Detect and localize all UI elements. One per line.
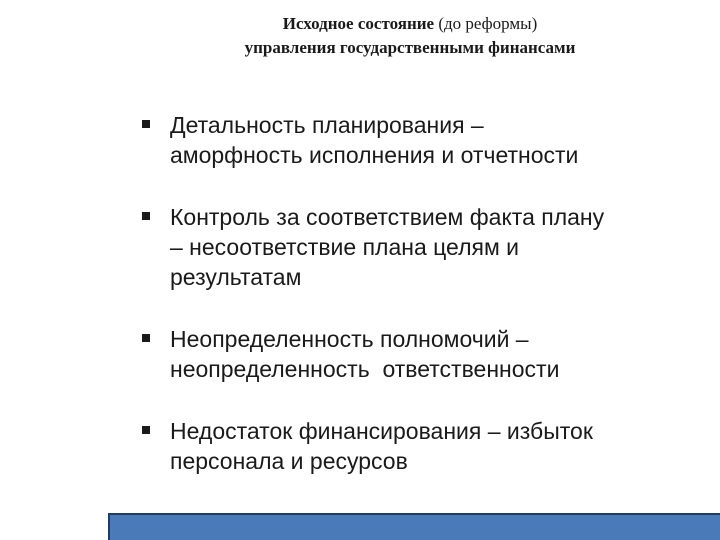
square-bullet-icon <box>142 212 150 220</box>
bullet-1-line-2: аморфность исполнения и отчетности <box>170 142 579 168</box>
title-bold-part: Исходное состояние <box>282 14 435 33</box>
bullet-2-line-1: Контроль за соответствием факта плану <box>170 204 605 230</box>
bullet-2-line-3: результатам <box>170 264 302 290</box>
bullet-3-line-1: Неопределенность полномочий – <box>170 326 529 352</box>
bullet-4-line-2: персонала и ресурсов <box>170 448 408 474</box>
title-line-2: управления государственными финансами <box>244 38 576 57</box>
bullet-4-line-1: Недостаток финансирования – избыток <box>170 418 593 444</box>
bullet-3-line-2: неопределенность ответственности <box>170 356 560 382</box>
slide-title <box>150 12 670 60</box>
footer-bar <box>108 513 720 540</box>
bullet-2-line-2: – несоответствие плана целям и <box>170 234 520 260</box>
square-bullet-icon <box>142 426 150 434</box>
title-regular-part: (до реформы) <box>434 14 538 33</box>
square-bullet-icon <box>142 334 150 342</box>
title-line-1 <box>150 12 670 36</box>
bullet-list <box>140 110 700 508</box>
bullet-item-4 <box>140 416 700 476</box>
square-bullet-icon <box>142 120 150 128</box>
bullet-item-1 <box>140 110 700 170</box>
bullet-item-2 <box>140 202 700 292</box>
bullet-item-3 <box>140 324 700 384</box>
bullet-1-line-1: Детальность планирования – <box>170 112 484 138</box>
